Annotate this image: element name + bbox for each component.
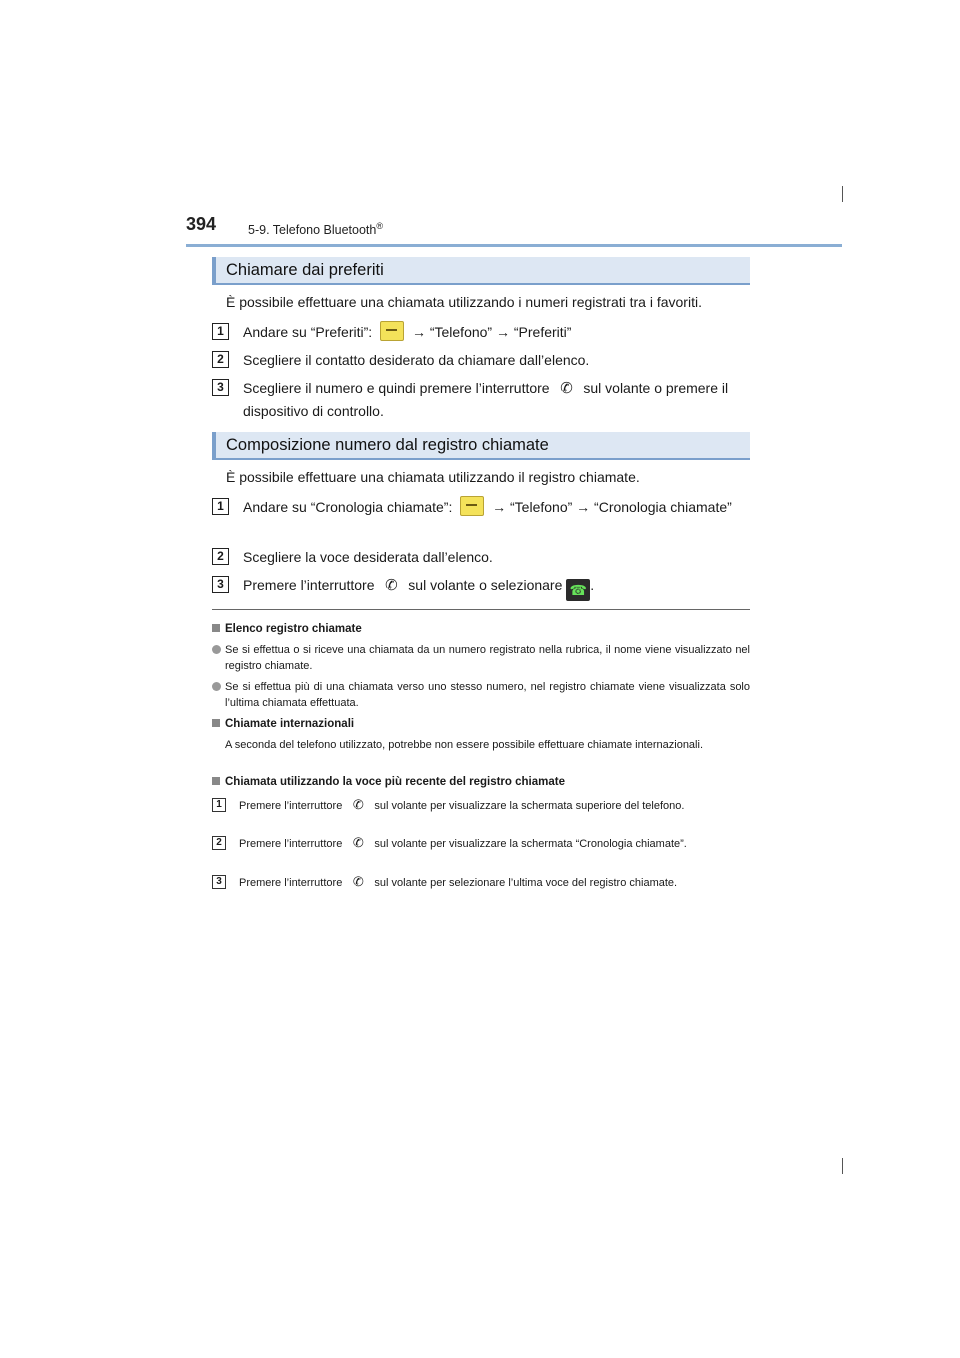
- heading-chiamare-preferiti: [212, 257, 750, 285]
- step-text-b: → “Telefono” → “Cronologia chiamate”: [488, 499, 732, 515]
- step-text-b: sul volante per selezionare l’ultima voce del registro chiamate.: [371, 877, 678, 889]
- step-text-a: Premere l’interruttore: [239, 838, 346, 850]
- bullet-text: Se si effettua più di una chiamata verso uno stesso numero, nel registro chiamate viene visualizzata solo l’ultima chiamata effettuata.: [225, 681, 750, 709]
- page-number: 394: [186, 214, 217, 234]
- phone-switch-icon: ✆: [560, 380, 573, 397]
- heading-registro-chiamate: [212, 432, 750, 460]
- step-number: 2: [212, 836, 226, 850]
- step-text: [243, 377, 750, 422]
- step-number: 1: [212, 798, 226, 812]
- step-number: 3: [212, 875, 226, 889]
- step-text: [243, 321, 750, 343]
- note-paragraph: A seconda del telefono utilizzato, potrebbe non essere possibile effettuare chiamate internazionali.: [225, 739, 703, 751]
- section-title: [248, 221, 383, 237]
- square-bullet-icon: [212, 624, 220, 632]
- phone-switch-icon: ✆: [385, 577, 398, 594]
- step-number: 3: [212, 576, 229, 593]
- phone-switch-icon: ✆: [352, 835, 364, 850]
- phone-switch-icon: ✆: [352, 874, 364, 889]
- step-text-a: Premere l’interruttore: [239, 800, 346, 812]
- step-text-a: Scegliere il numero e quindi premere l’interruttore: [243, 380, 554, 396]
- section-divider: [212, 609, 750, 610]
- page-header: [186, 214, 842, 248]
- step-text-c: .: [590, 577, 595, 593]
- menu-button-icon: [380, 321, 404, 341]
- step-text: Scegliere la voce desiderata dall’elenco.: [243, 549, 493, 565]
- intro-paragraph: È possibile effettuare una chiamata utilizzando i numeri registrati tra i favoriti.: [226, 294, 702, 310]
- registered-mark: ®: [376, 221, 383, 231]
- crop-mark-bottom-right: [842, 1158, 843, 1174]
- crop-mark-top-right: [842, 186, 843, 202]
- step-number: 2: [212, 548, 229, 565]
- circle-bullet-icon: [212, 645, 221, 654]
- step-text: [243, 496, 750, 518]
- call-button-icon: ☎: [566, 579, 590, 601]
- heading-text: Chiamare dai preferiti: [226, 261, 384, 279]
- step-number: 3: [212, 379, 229, 396]
- step-text-b: sul volante per visualizzare la schermata superiore del telefono.: [371, 800, 685, 812]
- step-text: [239, 835, 750, 852]
- phone-switch-icon: ✆: [352, 797, 364, 812]
- menu-button-icon: [460, 496, 484, 516]
- step-text: [243, 574, 750, 601]
- step-number: 1: [212, 498, 229, 515]
- step-text-b: sul volante o selezionare: [404, 577, 567, 593]
- header-rule: [186, 244, 842, 247]
- step-text: [239, 874, 750, 891]
- intro-paragraph: È possibile effettuare una chiamata utilizzando il registro chiamate.: [226, 469, 640, 485]
- bullet-text: Se si effettua o si riceve una chiamata da un numero registrato nella rubrica, il nome viene visualizzato nel registro chiamate.: [225, 644, 750, 672]
- step-text-b: → “Telefono” → “Preferiti”: [408, 324, 572, 340]
- step-number: 1: [212, 323, 229, 340]
- note-title: Chiamate internazionali: [225, 718, 355, 730]
- step-text-b: sul volante o premere il dispositivo di controllo.: [243, 380, 729, 419]
- section-title-text: 5-9. Telefono Bluetooth: [248, 223, 377, 238]
- note-title: Chiamata utilizzando la voce più recente del registro chiamate: [225, 776, 565, 788]
- step-number: 2: [212, 351, 229, 368]
- circle-bullet-icon: [212, 682, 221, 691]
- step-text-b: sul volante per visualizzare la schermata “Cronologia chiamate”.: [371, 838, 687, 850]
- step-text-a: Premere l’interruttore: [239, 877, 346, 889]
- note-title: Elenco registro chiamate: [225, 623, 362, 635]
- step-text-a: Andare su “Cronologia chiamate”:: [243, 499, 457, 515]
- note-chiamate-internazionali: [212, 716, 750, 732]
- step-text-a: Andare su “Preferiti”:: [243, 324, 377, 340]
- square-bullet-icon: [212, 719, 220, 727]
- square-bullet-icon: [212, 777, 220, 785]
- heading-text: Composizione numero dal registro chiamate: [226, 436, 549, 454]
- step-text: [239, 797, 750, 814]
- step-text: Scegliere il contatto desiderato da chiamare dall’elenco.: [243, 352, 590, 368]
- note-elenco-registro: [212, 621, 750, 637]
- note-voce-recente: [212, 774, 750, 790]
- step-text-a: Premere l’interruttore: [243, 577, 379, 593]
